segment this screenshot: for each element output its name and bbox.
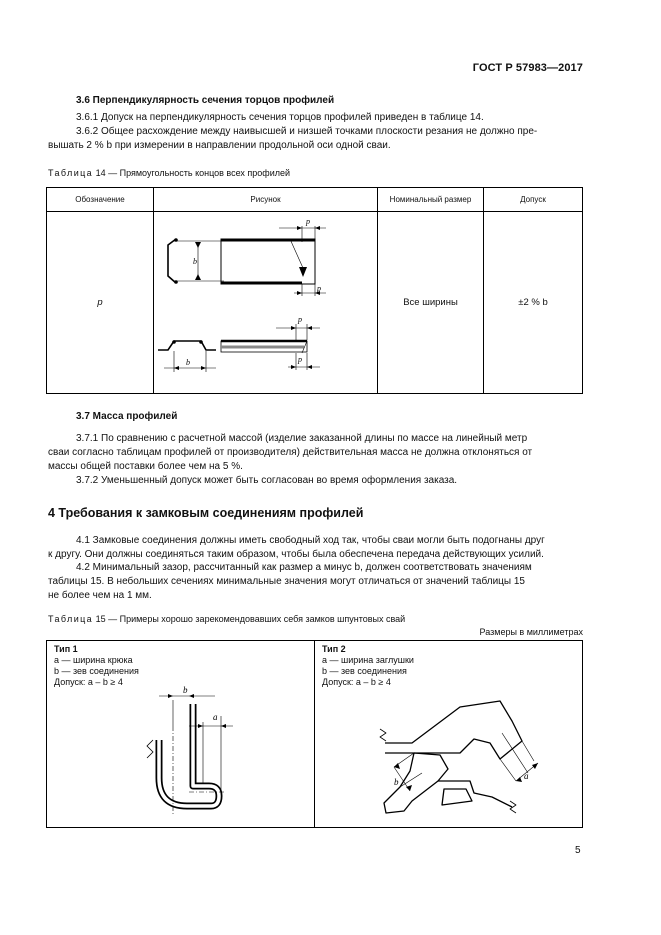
table-15-caption-prefix: Таблица	[48, 614, 94, 624]
paragraph-4-1-line1: 4.1 Замковые соединения должны иметь свободный ход так, чтобы сваи могли быть подогнаны друг	[76, 535, 545, 546]
paragraph-4-1-line2: к другу. Они должны соединяться таким образом, чтобы была обеспечена передача действующих усилий.	[48, 549, 544, 560]
paragraph-3-6-2-line2: вышать 2 % b при измерении в направлении продольной оси одной сваи.	[48, 140, 391, 151]
table-15-caption	[48, 614, 405, 624]
table-14-tolerance: ±2 % b	[484, 212, 583, 394]
figure-label-p: p	[298, 355, 302, 364]
table-15-units: Размеры в миллиметрах	[479, 627, 583, 637]
table-15	[46, 640, 583, 828]
table-14-header-figure: Рисунок	[154, 188, 378, 212]
type-2-lock-figure	[340, 681, 560, 826]
paragraph-3-6-1: 3.6.1 Допуск на перпендикулярность сечения торцов профилей приведен в таблице 14.	[76, 112, 484, 123]
page-number: 5	[575, 845, 581, 856]
type-1-lock-figure	[127, 686, 267, 826]
figure-label-b: b	[183, 686, 188, 695]
heading-3-7: 3.7 Масса профилей	[76, 411, 178, 422]
paragraph-4-2-line3: не более чем на 1 мм.	[48, 590, 152, 601]
paragraph-4-2-line1: 4.2 Минимальный зазор, рассчитанный как размер a минус b, должен соответствовать значениям	[76, 562, 532, 573]
table-15-type-1-cell	[47, 641, 315, 828]
table-14	[46, 187, 583, 394]
heading-4: 4 Требования к замковым соединениям профилей	[48, 506, 364, 520]
figure-label-b: b	[186, 358, 190, 367]
type-1-tolerance: Допуск: a – b ≥ 4	[54, 677, 123, 687]
table-14-caption-prefix: Таблица	[48, 168, 94, 178]
figure-label-a: a	[524, 771, 529, 781]
table-14-header-tolerance: Допуск	[484, 188, 583, 212]
type-1-line-b: b — зев соединения	[54, 666, 139, 676]
table-14-header-symbol: Обозначение	[47, 188, 154, 212]
figure-label-a: a	[213, 712, 218, 722]
heading-3-6: 3.6 Перпендикулярность сечения торцов профилей	[76, 95, 335, 106]
figure-label-p: p	[306, 217, 310, 226]
paragraph-3-7-1-line2: сваи согласно таблицам профилей от производителя) действительная масса не должна отклоняться от	[48, 447, 533, 458]
table-14-size: Все ширины	[378, 212, 484, 394]
perpendicularity-figure	[154, 212, 377, 393]
table-14-header-size: Номинальный размер	[378, 188, 484, 212]
paragraph-3-7-1-line1: 3.7.1 По сравнению с расчетной массой (изделие заказанной длины по массе на линейный метр	[76, 433, 528, 444]
document-id: ГОСТ Р 57983—2017	[472, 62, 583, 74]
type-2-tolerance: Допуск: a – b ≥ 4	[322, 677, 391, 687]
type-2-line-a: a — ширина заглушки	[322, 655, 414, 665]
type-2-title: Тип 2	[322, 644, 346, 654]
table-14-caption-text: 14 — Прямоугольность концов всех профилей	[95, 168, 291, 178]
type-1-line-a: a — ширина крюка	[54, 655, 133, 665]
table-14-caption	[48, 168, 290, 178]
table-15-caption-text: 15 — Примеры хорошо зарекомендовавших себя замков шпунтовых свай	[95, 614, 406, 624]
paragraph-3-7-1-line3: массы общей поставки более чем на 5 %.	[48, 461, 243, 472]
figure-label-p: p	[298, 315, 302, 324]
table-14-symbol: p	[47, 212, 154, 394]
figure-label-b: b	[193, 257, 197, 266]
figure-label-b: b	[394, 777, 399, 787]
table-15-type-2-cell	[315, 641, 583, 828]
paragraph-3-7-2: 3.7.2 Уменьшенный допуск может быть согласован во время оформления заказа.	[76, 475, 458, 486]
table-14-figure-cell	[154, 212, 378, 394]
paragraph-3-6-2-line1: 3.6.2 Общее расхождение между наивысшей и низшей точками плоскости резания не должно пре-	[76, 126, 538, 137]
paragraph-4-2-line2: таблицы 15. В небольших сечениях минимальные значения могут отличаться от значений таблицы 15	[48, 576, 525, 587]
type-2-line-b: b — зев соединения	[322, 666, 407, 676]
figure-label-p: p	[317, 284, 321, 293]
type-1-title: Тип 1	[54, 644, 78, 654]
